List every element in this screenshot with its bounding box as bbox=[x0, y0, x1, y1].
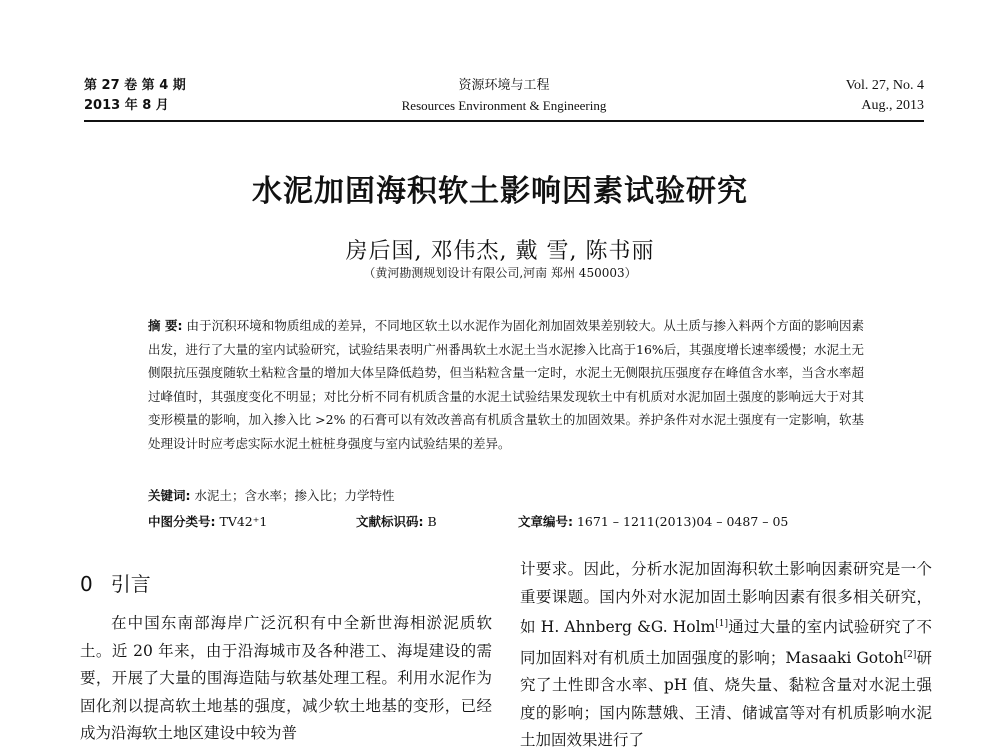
doc-code-value: B bbox=[427, 514, 437, 529]
article-number-label: 文章编号: bbox=[518, 514, 573, 529]
article-title: 水泥加固海积软土影响因素试验研究 bbox=[252, 174, 748, 209]
volume-issue-cn: 第 27 卷 第 4 期 bbox=[84, 78, 186, 93]
keywords bbox=[148, 486, 395, 504]
body-text-segment: 通过大量的室内试验研究了不同加固料对有机质土加固强度的影响；Masaaki Gotoh bbox=[520, 618, 932, 667]
body-column-left bbox=[80, 556, 492, 748]
body-text-segment: 研究了土性即含水率、pH 值、烧失量、黏粒含量对水泥土强度的影响；国内陈慧娥、王清、储诚富等对有机质影响水泥土加固效果进行了 bbox=[520, 648, 932, 750]
intro-paragraph-continued bbox=[520, 556, 932, 755]
running-header bbox=[84, 76, 924, 120]
abstract bbox=[148, 314, 864, 455]
clc-value: TV42⁺1 bbox=[219, 514, 268, 529]
citation-ref[interactable]: [1] bbox=[715, 619, 728, 629]
affiliation: （黄河勘测规划设计有限公司,河南 郑州 450003） bbox=[363, 266, 637, 280]
article-number bbox=[518, 512, 788, 530]
abstract-label: 摘 要: bbox=[148, 318, 183, 333]
document-code bbox=[356, 512, 437, 530]
doc-code-label: 文献标识码: bbox=[356, 514, 424, 529]
section-number: 0 bbox=[80, 572, 93, 596]
citation-ref[interactable]: [2] bbox=[903, 649, 917, 660]
keywords-label: 关键词: bbox=[148, 488, 191, 503]
journal-name-en: Resources Environment & Engineering bbox=[401, 98, 607, 113]
volume-issue-en: Vol. 27, No. 4 bbox=[845, 78, 924, 93]
body-column-right bbox=[520, 556, 932, 755]
keywords-text: 水泥土；含水率；掺入比；力学特性 bbox=[194, 488, 395, 503]
author-list: 房后国, 邓伟杰, 戴 雪, 陈书丽 bbox=[345, 239, 655, 264]
article-number-value: 1671 – 1211(2013)04 – 0487 – 05 bbox=[576, 514, 789, 529]
journal-name-cn: 资源环境与工程 bbox=[458, 78, 550, 93]
abstract-text: 由于沉积环境和物质组成的差异，不同地区软土以水泥作为固化剂加固效果差别较大。从土质与掺入料两个方面的影响因素出发，进行了大量的室内试验研究，试验结果表明广州番禺软土水泥土当水泥掺入比高于16%后，其强度增长速率缓慢；水泥土无侧限抗压强度随软土粘粒含量的增加大体呈降低趋势，但当粘粒含量一定时，水泥土无侧限抗压强度存在峰值含水率，当含水率超过峰值时，其强度变化不明显；对比分析不同有机质含量的水泥土试验结果发现软土中有机质对水泥加固土强度的影响远大于对其变形模量的影响，加入掺入比 >2% 的石膏可以有效改善高有机质含量软土的加固效果。养护条件对水泥土强度有一定影响，软基处理设计时应考虑实际水泥土桩桩身强度与室内试验结果的差异。 bbox=[148, 318, 864, 451]
intro-paragraph: 在中国东南部海岸广泛沉积有中全新世海相淤泥质软土。近 20 年来，由于沿海城市及各种港工、海堤建设的需要，开展了大量的围海造陆与软基处理工程。利用水泥作为固化剂以提高软土地基的强度，减少软土地基的变形，已经成为沿海软土地区建设中较为普 bbox=[80, 614, 492, 742]
header-center bbox=[84, 76, 924, 116]
header-right bbox=[846, 76, 924, 116]
body-text-segment: 计要求。因此，分析水泥加固海积软土影响因素研究是一个重要课题。国内外对水泥加固土影响因素有很多相关研究，如 H. Ahnberg &G. Holm bbox=[520, 560, 932, 637]
section-title: 引言 bbox=[110, 572, 151, 596]
clc-label: 中图分类号: bbox=[148, 514, 216, 529]
clc-number bbox=[148, 512, 267, 530]
date-en: Aug., 2013 bbox=[861, 98, 924, 113]
date-cn: 2013 年 8 月 bbox=[84, 98, 169, 113]
section-heading bbox=[80, 570, 492, 598]
header-rule bbox=[84, 120, 924, 122]
